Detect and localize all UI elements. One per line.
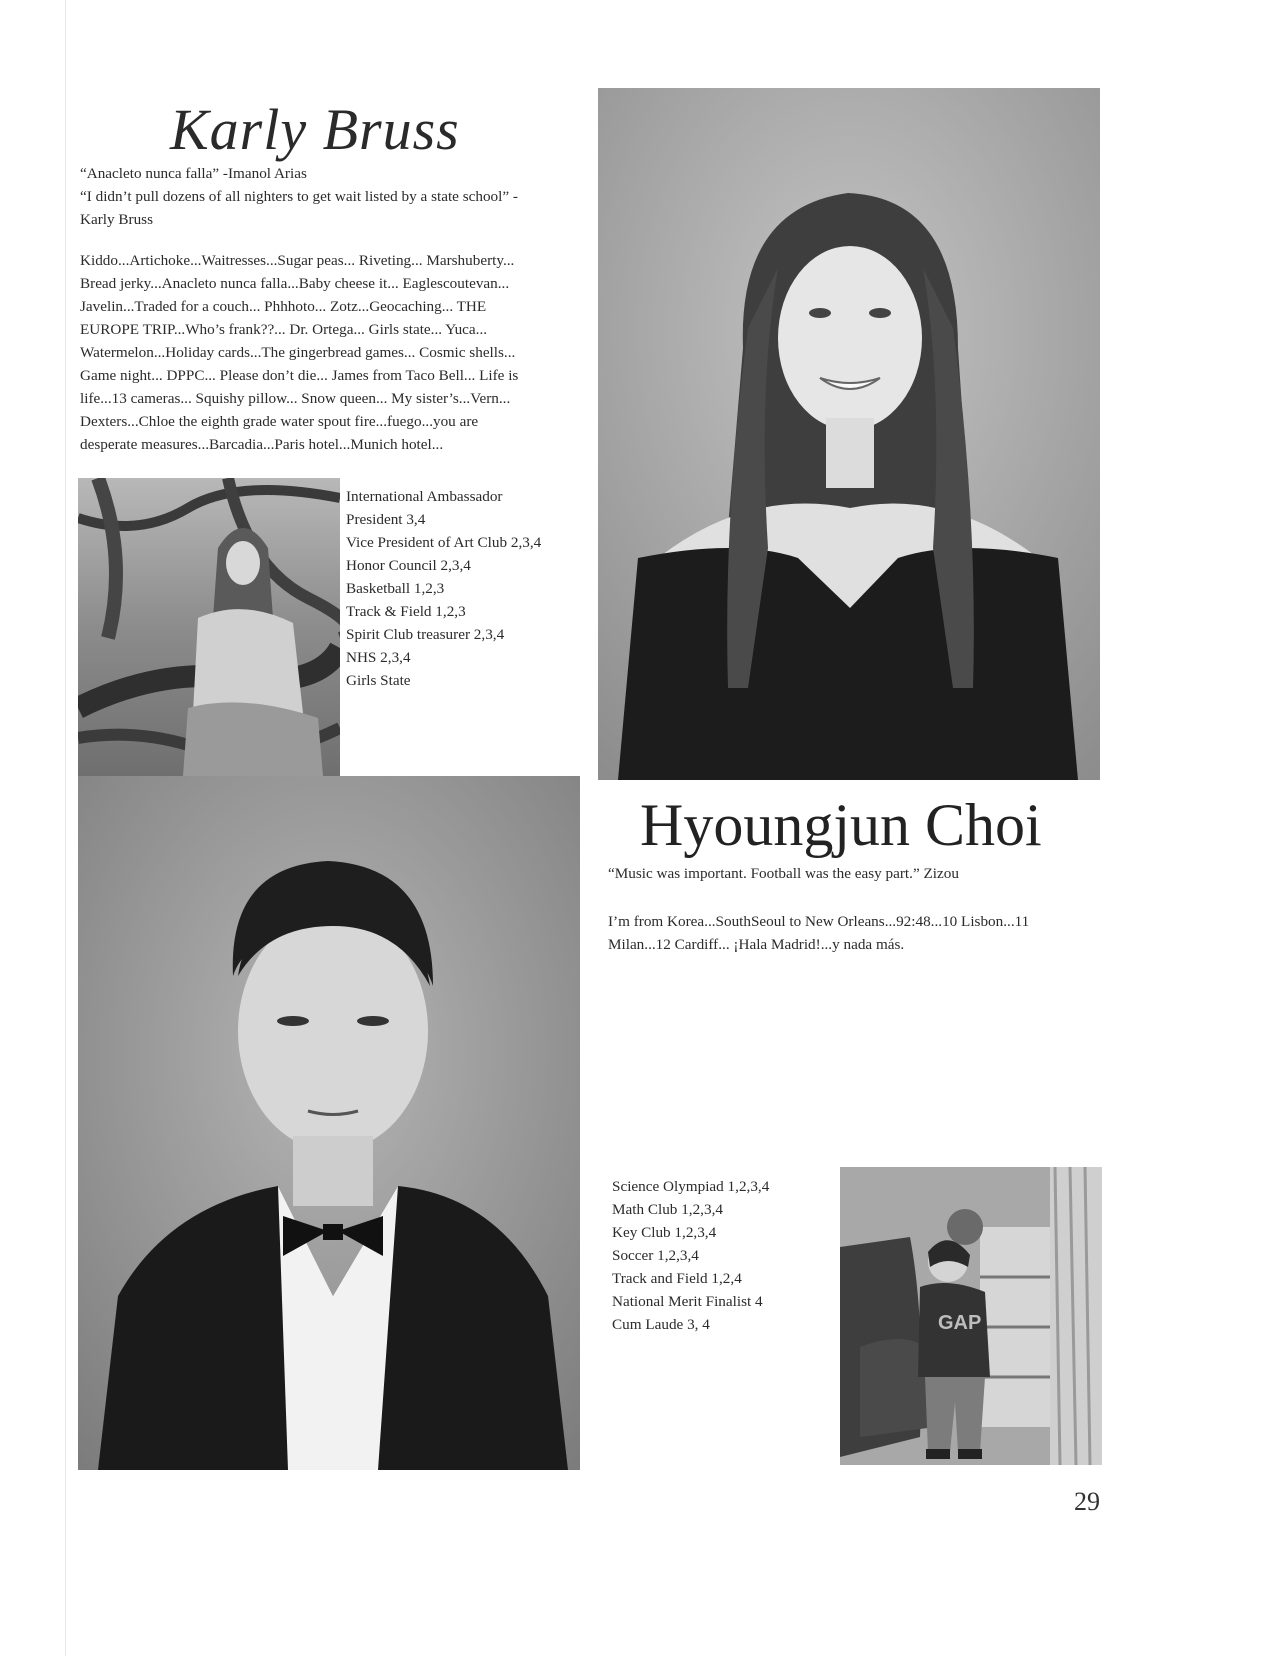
karly-quotes [80, 162, 600, 231]
memory-line: Watermelon...Holiday cards...The gingerbread games... Cosmic shells... [80, 344, 516, 361]
activity-item: Soccer 1,2,3,4 [612, 1247, 699, 1264]
activity-item: Vice President of Art Club 2,3,4 [346, 534, 542, 551]
hyoungjun-memories [608, 910, 1088, 956]
activity-item: Girls State [346, 672, 411, 689]
memory-line: desperate measures...Barcadia...Paris hotel...Munich hotel... [80, 436, 444, 453]
activity-item: NHS 2,3,4 [346, 649, 411, 666]
memory-line: Milan...12 Cardiff... ¡Hala Madrid!...y nada más. [608, 936, 905, 953]
karly-tree-photo [78, 478, 340, 776]
hyoungjun-portrait-photo [78, 776, 580, 1470]
page-margin-line [65, 0, 66, 1656]
memory-line: Bread jerky...Anacleto nunca falla...Baby cheese it... Eaglescoutevan... [80, 275, 510, 292]
activity-item: Science Olympiad 1,2,3,4 [612, 1178, 770, 1195]
activity-item: President 3,4 [346, 511, 426, 528]
karly-activities [346, 485, 596, 692]
activity-item: Basketball 1,2,3 [346, 580, 445, 597]
hoodie-text: GAP [938, 1312, 982, 1334]
karly-portrait-photo [598, 88, 1100, 780]
page-number: 29 [1074, 1487, 1100, 1516]
activity-item: Track and Field 1,2,4 [612, 1270, 742, 1287]
memory-line: Javelin...Traded for a couch... Phhhoto... Zotz...Geocaching... THE [80, 298, 487, 315]
hyoungjun-activities [612, 1175, 812, 1336]
memory-line: EUROPE TRIP...Who’s frank??... Dr. Ortega... Girls state... Yuca... [80, 321, 488, 338]
karly-quote-2a: “I didn’t pull dozens of all nighters to get wait listed by a state school” - [80, 188, 518, 205]
activity-item: Honor Council 2,3,4 [346, 557, 471, 574]
activity-item: International Ambassador [346, 488, 503, 505]
memory-line: Dexters...Chloe the eighth grade water spout fire...fuego...you are [80, 413, 479, 430]
activity-item: Spirit Club treasurer 2,3,4 [346, 626, 505, 643]
memory-line: life...13 cameras... Squishy pillow... Snow queen... My sister’s...Vern... [80, 390, 511, 407]
hyoungjun-quote: “Music was important. Football was the easy part.” Zizou [608, 865, 959, 882]
memory-line: Kiddo...Artichoke...Waitresses...Sugar peas... Riveting... Marshuberty... [80, 252, 515, 269]
memory-line: Game night... DPPC... Please don’t die... James from Taco Bell... Life is [80, 367, 519, 384]
memory-line: I’m from Korea...SouthSeoul to New Orleans...92:48...10 Lisbon...11 [608, 913, 1030, 930]
student-name-hyoungjun: Hyoungjun Choi [640, 792, 1042, 858]
karly-quote-1: “Anacleto nunca falla” -Imanol Arias [80, 165, 307, 182]
activity-item: National Merit Finalist 4 [612, 1293, 763, 1310]
karly-memories [80, 249, 600, 456]
activity-item: Cum Laude 3, 4 [612, 1316, 710, 1333]
student-name-karly: Karly Bruss [170, 97, 460, 162]
activity-item: Key Club 1,2,3,4 [612, 1224, 717, 1241]
karly-quote-2b: Karly Bruss [80, 211, 153, 228]
hyoungjun-childhood-photo [840, 1167, 1102, 1465]
activity-item: Math Club 1,2,3,4 [612, 1201, 723, 1218]
activity-item: Track & Field 1,2,3 [346, 603, 466, 620]
